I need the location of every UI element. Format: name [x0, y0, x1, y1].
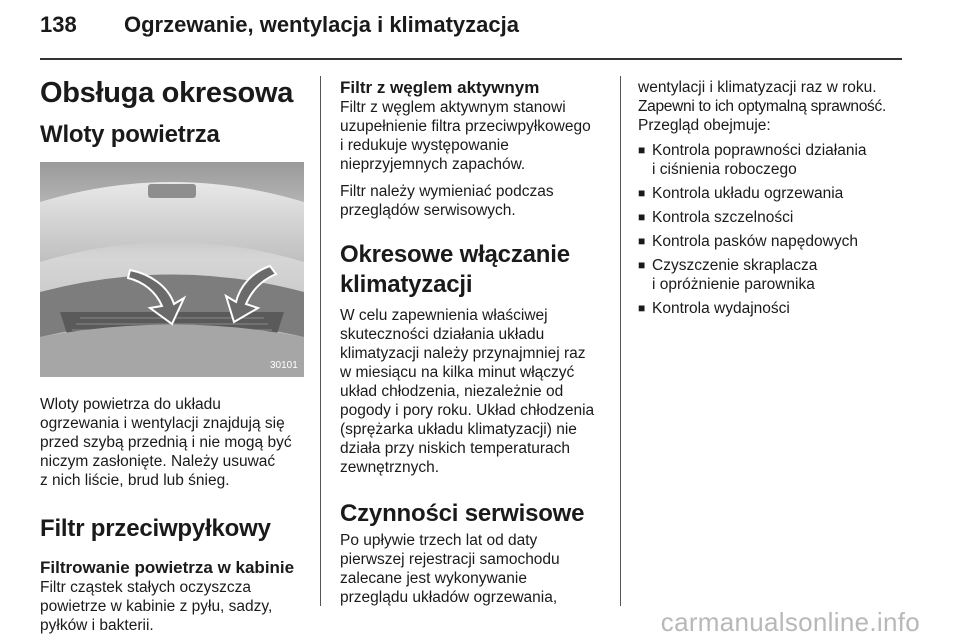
text-line: (sprężarka układu klimatyzacji) nie [340, 421, 577, 438]
pollen-filter-heading: Filtr przeciwpyłkowy [40, 515, 271, 542]
list-item-text: Kontrola pasków napędowych [652, 233, 858, 250]
text-line: układ chłodzenia, niezależnie od [340, 383, 564, 400]
text-line: niczym zasłonięte. Należy usuwać [40, 453, 276, 470]
list-item-text: Kontrola wydajności [652, 300, 790, 317]
ac-activation-text [340, 306, 615, 477]
bullet-square-icon: ■ [638, 234, 646, 248]
service-heading: Czynności serwisowe [340, 500, 585, 527]
text-line: powietrze w kabinie z pyłu, sadzy, [40, 598, 273, 615]
text-line: Wloty powietrza do układu [40, 396, 221, 413]
text-line: skuteczności działania układu [340, 326, 545, 343]
text-line: w miesiącu na kilka minut włączyć [340, 364, 575, 381]
heading-line: Okresowe włączanie [340, 241, 570, 268]
text-line: zewnętrznych. [340, 459, 440, 476]
text-line: Po upływie trzech lat od daty [340, 532, 538, 549]
list-item-text: i opróżnienie parownika [652, 276, 815, 293]
text-line: pogody i pory roku. Układ chłodzenia [340, 402, 595, 419]
inspection-list [638, 141, 918, 318]
text-line: nieprzyjemnych zapachów. [340, 156, 526, 173]
air-intake-text [40, 395, 310, 490]
page-number: 138 [40, 12, 77, 37]
column-divider [320, 76, 321, 606]
column-3 [638, 78, 918, 323]
text-line: Zapewni to ich optymalną sprawność. [638, 98, 886, 115]
list-item [638, 184, 918, 203]
cabin-filtration-text [40, 578, 310, 635]
list-item [638, 256, 918, 294]
text-line: działa przy niskich temperaturach [340, 440, 571, 457]
text-line: pyłków i bakterii. [40, 617, 154, 634]
figure-code: 30101 [270, 360, 298, 371]
carbon-filter-heading: Filtr z węglem aktywnym [340, 78, 540, 97]
service-text [340, 531, 615, 607]
heading-line: klimatyzacji [340, 271, 473, 298]
text-line: W celu zapewnienia właściwej [340, 307, 548, 324]
section-title: Obsługa okresowa [40, 77, 294, 109]
text-line: Filtr należy wymieniać podczas [340, 183, 554, 200]
list-item [638, 232, 918, 251]
list-item [638, 299, 918, 318]
text-line: wentylacji i klimatyzacji raz w roku. [638, 79, 877, 96]
chapter-title: Ogrzewanie, wentylacja i klimatyzacja [124, 12, 519, 37]
text-line: z nich liście, brud lub śnieg. [40, 472, 230, 489]
column-1 [40, 66, 310, 635]
bullet-square-icon: ■ [638, 301, 646, 315]
list-item-text: Kontrola układu ogrzewania [652, 185, 844, 202]
list-item [638, 141, 918, 179]
text-line: przeglądów serwisowych. [340, 202, 516, 219]
list-item-text: Kontrola poprawności działania [652, 142, 867, 159]
list-item [638, 208, 918, 227]
carbon-filter-text [340, 98, 615, 174]
service-continued-text [638, 78, 918, 135]
list-item-text: i ciśnienia roboczego [652, 161, 797, 178]
text-line: przeglądu układów ogrzewania, [340, 589, 558, 606]
list-item-text: Czyszczenie skraplacza [652, 257, 818, 274]
air-intake-illustration [40, 162, 304, 377]
bullet-square-icon: ■ [638, 210, 646, 224]
text-line: przed szybą przednią i nie mogą być [40, 434, 292, 451]
list-item-text: Kontrola szczelności [652, 209, 794, 226]
column-divider [620, 76, 621, 606]
bullet-square-icon: ■ [638, 186, 646, 200]
ac-activation-heading [340, 240, 615, 300]
text-line: zalecane jest wykonywanie [340, 570, 527, 587]
text-line: Przegląd obejmuje: [638, 117, 771, 134]
text-line: klimatyzacji należy przynajmniej raz [340, 345, 586, 362]
text-line: i redukuje występowanie [340, 137, 509, 154]
subsection-title: Wloty powietrza [40, 121, 220, 148]
text-line: Filtr cząstek stałych oczyszcza [40, 579, 252, 596]
text-line: uzupełnienie filtra przeciwpyłkowego [340, 118, 591, 135]
text-line: Filtr z węglem aktywnym stanowi [340, 99, 566, 116]
filter-replace-text [340, 182, 615, 220]
watermark: carmanualsonline.info [660, 607, 920, 637]
air-intake-figure [40, 162, 304, 377]
column-2 [340, 78, 615, 607]
text-line: pierwszej rejestracji samochodu [340, 551, 560, 568]
bullet-square-icon: ■ [638, 258, 646, 272]
bullet-square-icon: ■ [638, 143, 646, 157]
text-line: ogrzewania i wentylacji znajdują się [40, 415, 285, 432]
cabin-filtration-heading: Filtrowanie powietrza w kabinie [40, 558, 295, 577]
header-rule [40, 58, 902, 60]
